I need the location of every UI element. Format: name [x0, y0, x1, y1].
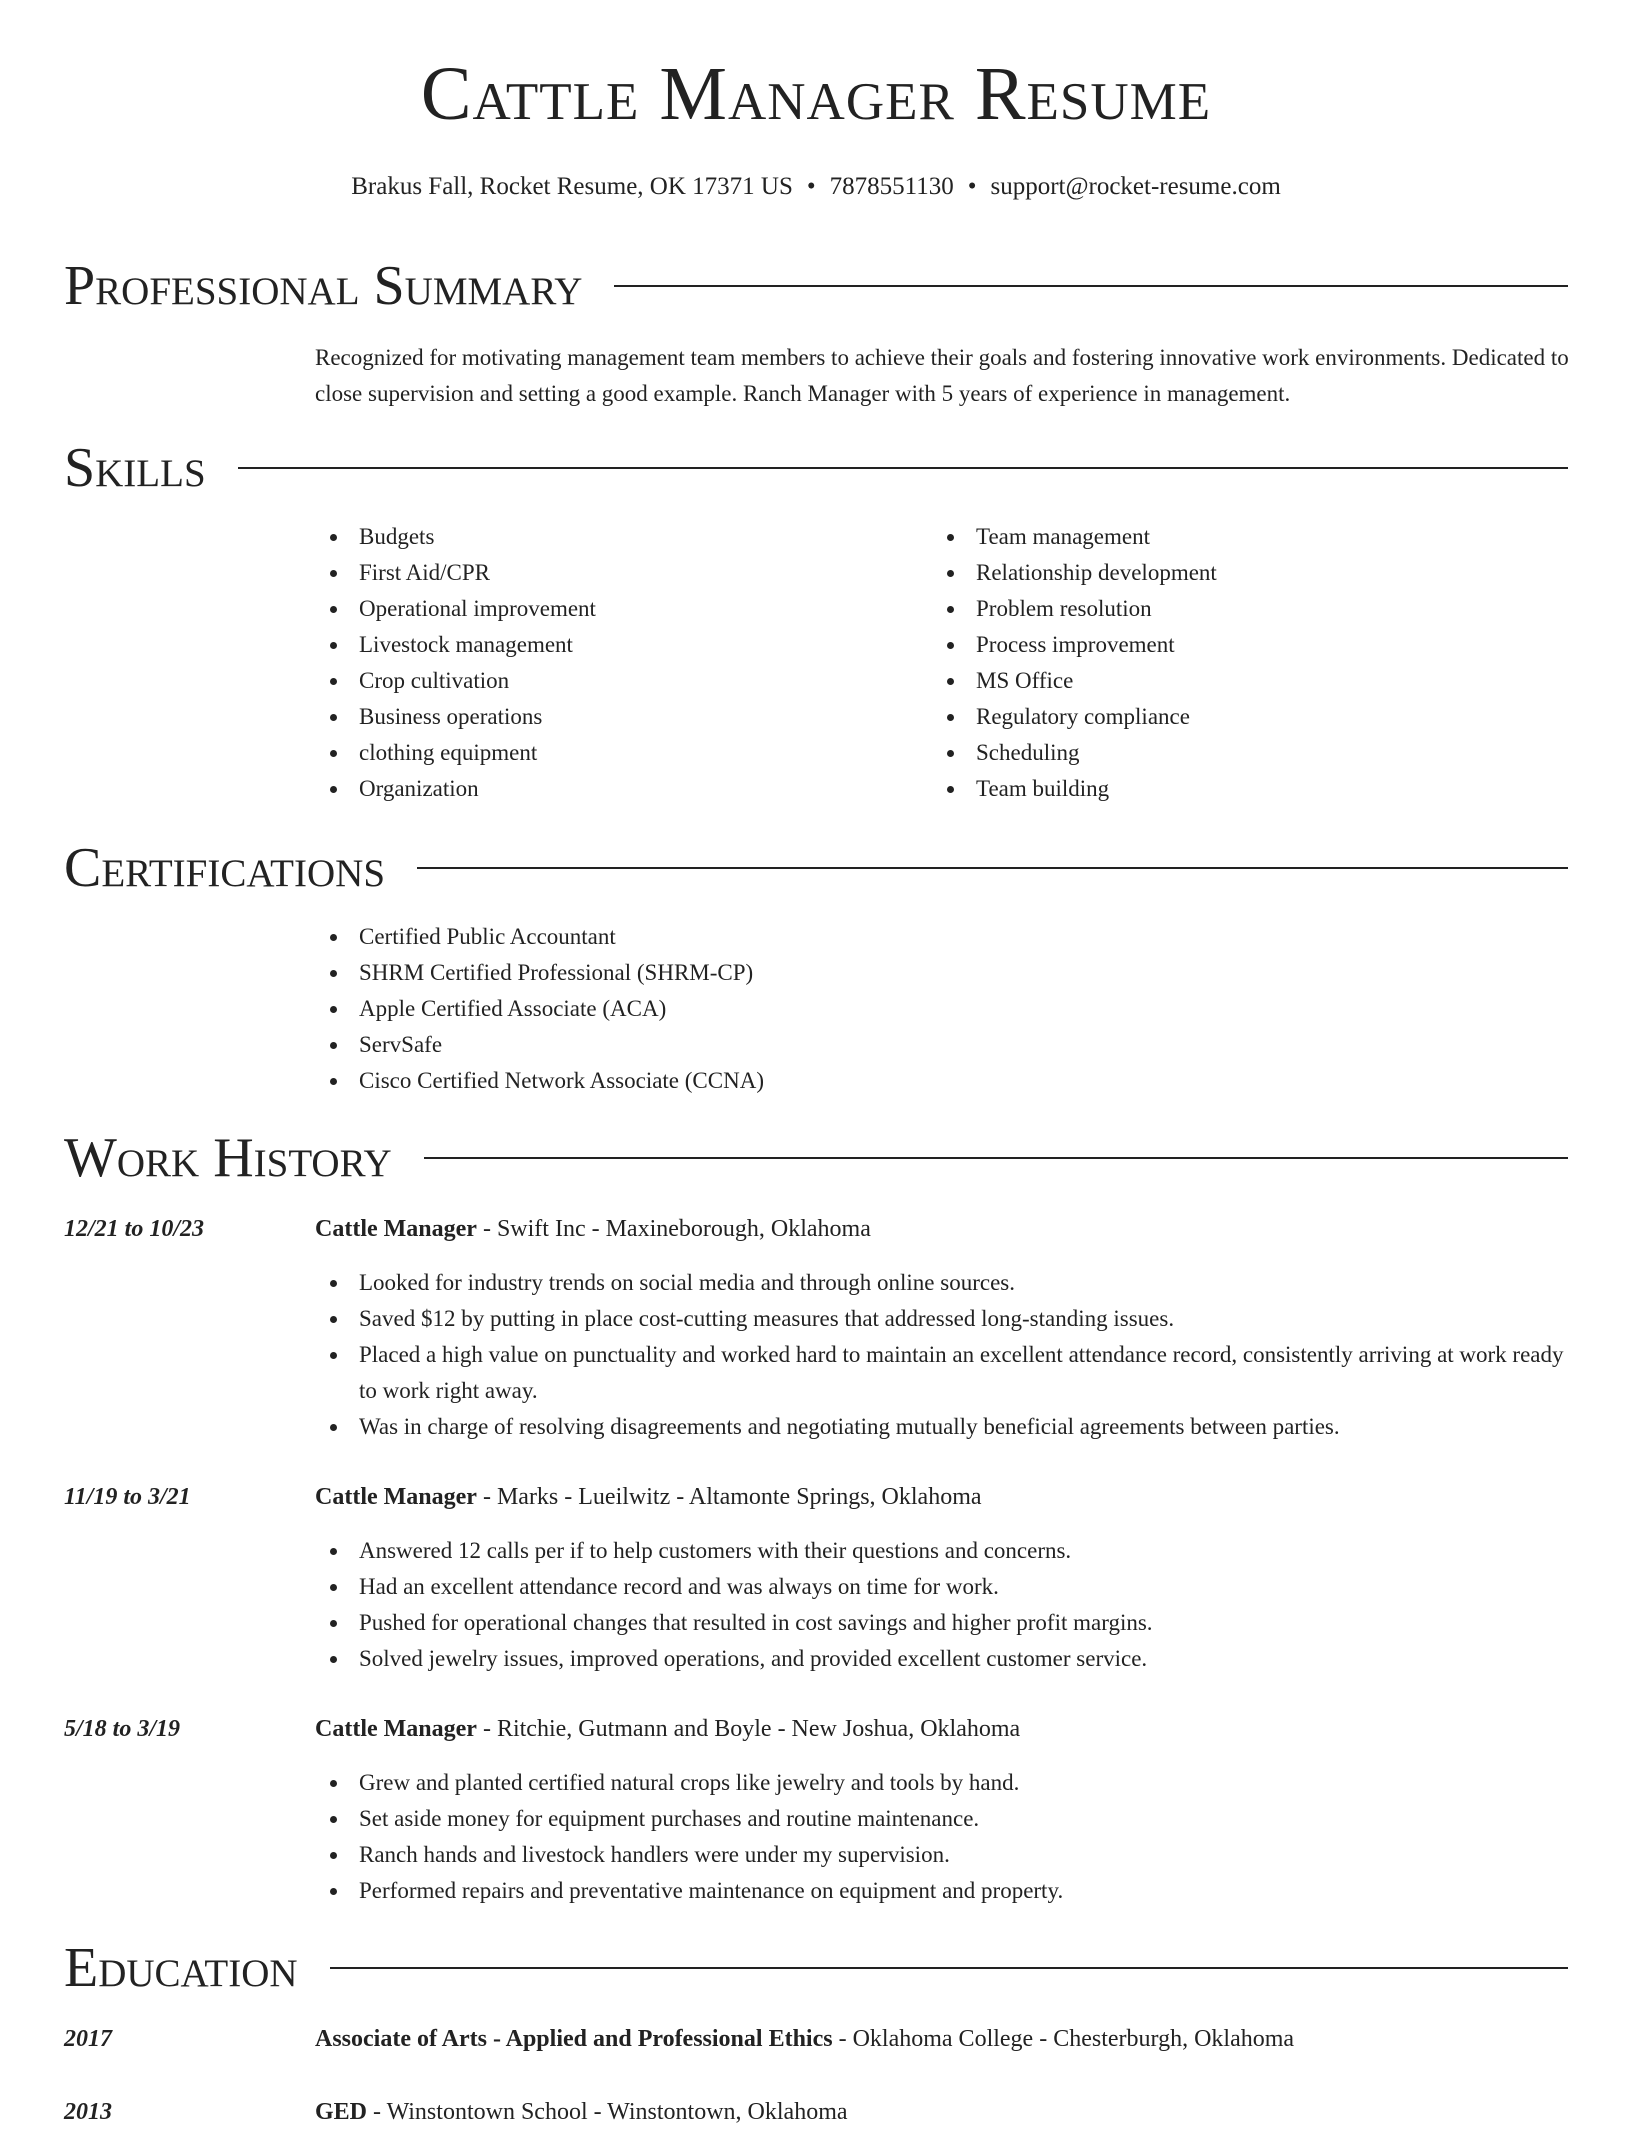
- contact-email[interactable]: support@rocket-resume.com: [990, 173, 1281, 200]
- job-title: Cattle Manager: [315, 1716, 477, 1742]
- job-bullet: Answered 12 calls per if to help customers with their questions and concerns.: [315, 1533, 1585, 1569]
- skill-item: Budgets: [315, 519, 915, 555]
- skill-item: Crop cultivation: [315, 663, 915, 699]
- skill-item: Team management: [932, 519, 1532, 555]
- job-heading: [315, 1211, 1585, 1247]
- education-entry: [315, 2021, 1585, 2057]
- skill-item: Team building: [932, 771, 1532, 807]
- education-header: [64, 1937, 1568, 1999]
- education-degree: GED: [315, 2099, 368, 2125]
- certifications-header: [64, 837, 1568, 899]
- job-bullet: Solved jewelry issues, improved operations, and provided excellent customer service.: [315, 1641, 1585, 1677]
- job-bullet: Set aside money for equipment purchases and routine maintenance.: [315, 1801, 1585, 1837]
- job-bullet: Pushed for operational changes that resulted in cost savings and higher profit margins.: [315, 1605, 1585, 1641]
- certification-item: Cisco Certified Network Associate (CCNA): [315, 1063, 1315, 1099]
- summary-title: Professional Summary: [64, 255, 583, 317]
- education-title: Education: [64, 1937, 298, 1999]
- skill-item: Regulatory compliance: [932, 699, 1532, 735]
- certifications-title: Certifications: [64, 837, 386, 899]
- certification-item: ServSafe: [315, 1027, 1315, 1063]
- contact-phone: 7878551130: [829, 173, 954, 200]
- certification-item: SHRM Certified Professional (SHRM-CP): [315, 955, 1315, 991]
- separator-dot: •: [967, 173, 977, 200]
- skill-item: Operational improvement: [315, 591, 915, 627]
- skills-title: Skills: [64, 437, 206, 499]
- skill-item: Organization: [315, 771, 915, 807]
- education-year: 2017: [64, 2026, 112, 2052]
- separator-dot: •: [806, 173, 816, 200]
- contact-address: Brakus Fall, Rocket Resume, OK 17371 US: [351, 173, 793, 200]
- skill-item: Livestock management: [315, 627, 915, 663]
- skill-item: Business operations: [315, 699, 915, 735]
- job-heading: [315, 1479, 1585, 1515]
- work-history-header: [64, 1127, 1568, 1189]
- summary-header: [64, 255, 1568, 317]
- certification-item: Apple Certified Associate (ACA): [315, 991, 1315, 1027]
- education-entry: [315, 2094, 1585, 2130]
- job-bullets: [315, 1765, 1585, 1909]
- job-heading: [315, 1711, 1585, 1747]
- job-bullet: Performed repairs and preventative maintenance on equipment and property.: [315, 1873, 1585, 1909]
- job-bullet: Placed a high value on punctuality and worked hard to maintain an excellent attendance record, consistently arriving at work ready to work right away.: [315, 1337, 1585, 1409]
- job-bullet: Saved $12 by putting in place cost-cutting measures that addressed long-standing issues.: [315, 1301, 1585, 1337]
- skill-item: Process improvement: [932, 627, 1532, 663]
- skills-column-right: [932, 519, 1532, 807]
- education-school: - Oklahoma College - Chesterburgh, Oklahoma: [832, 2026, 1295, 2052]
- job-bullets: [315, 1533, 1585, 1677]
- resume-title: Cattle Manager Resume: [420, 52, 1212, 136]
- skill-item: First Aid/CPR: [315, 555, 915, 591]
- job-employer: - Swift Inc - Maxineborough, Oklahoma: [476, 1216, 871, 1242]
- section-divider: [330, 1967, 1568, 1969]
- summary-text: Recognized for motivating management team members to achieve their goals and fostering innovative work environments. Dedicated to close supervision and setting a good example. Ranch Manager with 5 years of experience in management.: [315, 345, 1569, 406]
- education-school: - Winstontown School - Winstontown, Oklahoma: [367, 2099, 848, 2125]
- skill-item: Problem resolution: [932, 591, 1532, 627]
- job-bullet: Grew and planted certified natural crops like jewelry and tools by hand.: [315, 1765, 1585, 1801]
- section-divider: [238, 467, 1568, 469]
- section-divider: [614, 285, 1568, 287]
- job-title: Cattle Manager: [315, 1216, 477, 1242]
- education-degree: Associate of Arts - Applied and Professional Ethics: [315, 2026, 833, 2052]
- skills-column-left: [315, 519, 915, 807]
- job-bullet: Looked for industry trends on social media and through online sources.: [315, 1265, 1585, 1301]
- job-date: 11/19 to 3/21: [64, 1484, 191, 1510]
- contact-line: [0, 174, 1632, 199]
- skill-item: clothing equipment: [315, 735, 915, 771]
- job-bullet: Was in charge of resolving disagreements and negotiating mutually beneficial agreements between parties.: [315, 1409, 1585, 1445]
- job-bullet: Had an excellent attendance record and was always on time for work.: [315, 1569, 1585, 1605]
- section-divider: [417, 867, 1568, 869]
- skill-item: Scheduling: [932, 735, 1532, 771]
- job-employer: - Marks - Lueilwitz - Altamonte Springs, Oklahoma: [476, 1484, 982, 1510]
- job-bullets: [315, 1265, 1585, 1445]
- job-date: 5/18 to 3/19: [64, 1716, 181, 1742]
- education-year: 2013: [64, 2099, 112, 2125]
- skill-item: Relationship development: [932, 555, 1532, 591]
- skill-item: MS Office: [932, 663, 1532, 699]
- certification-item: Certified Public Accountant: [315, 919, 1315, 955]
- job-bullet: Ranch hands and livestock handlers were under my supervision.: [315, 1837, 1585, 1873]
- section-divider: [424, 1157, 1568, 1159]
- job-employer: - Ritchie, Gutmann and Boyle - New Joshua, Oklahoma: [476, 1716, 1021, 1742]
- job-date: 12/21 to 10/23: [64, 1216, 205, 1242]
- job-title: Cattle Manager: [315, 1484, 477, 1510]
- certifications-list: [315, 919, 1315, 1099]
- work-history-title: Work History: [64, 1127, 392, 1189]
- skills-header: [64, 437, 1568, 499]
